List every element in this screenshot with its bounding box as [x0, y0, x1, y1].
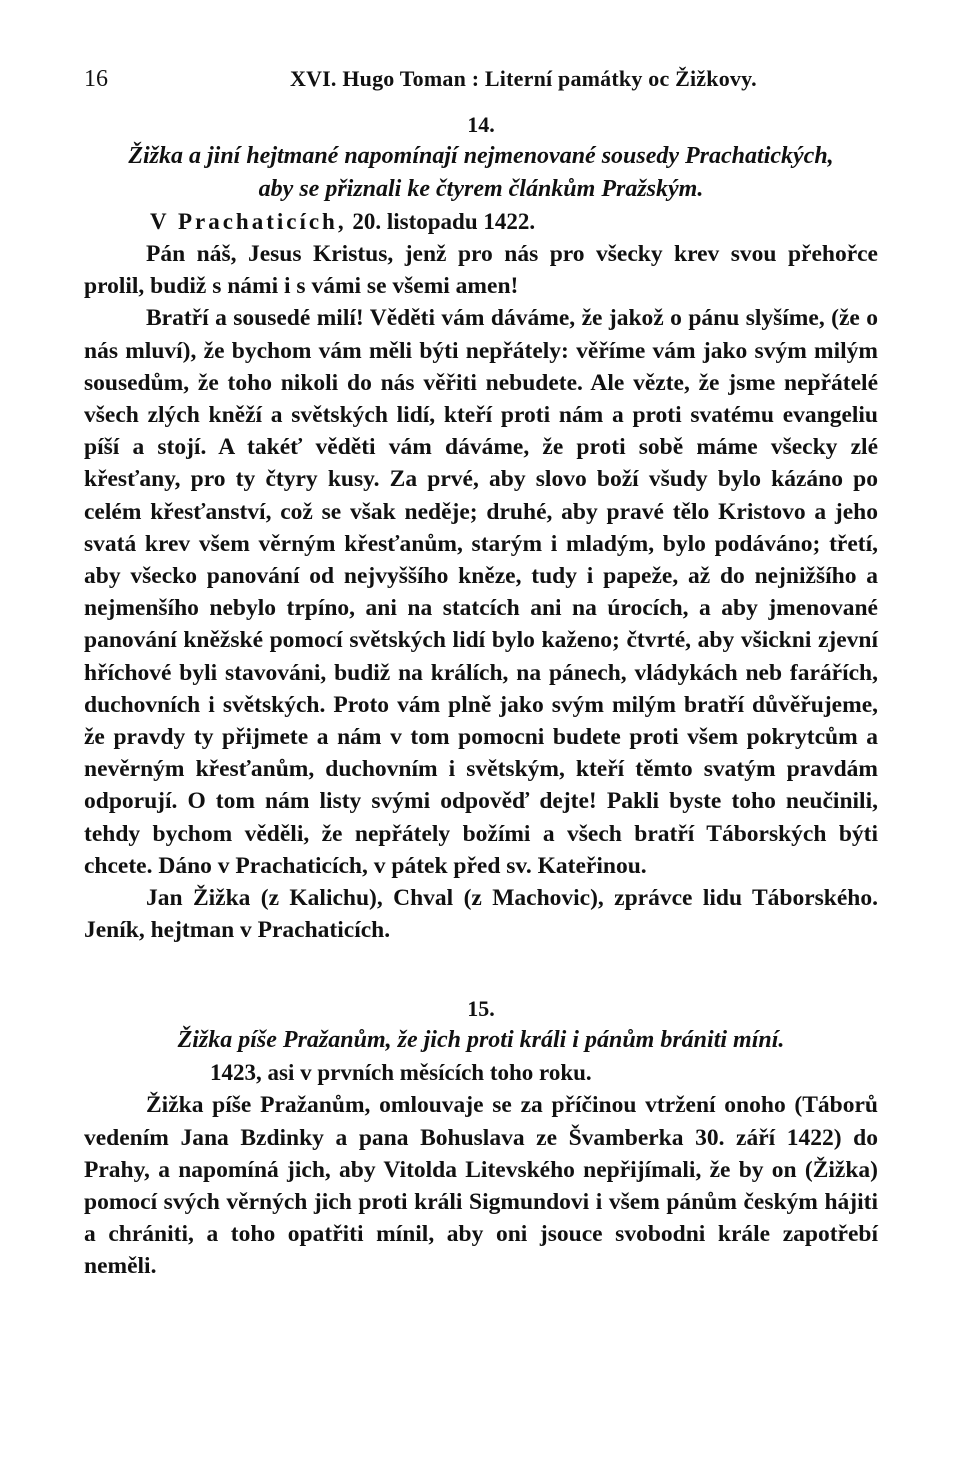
document-section-15 [84, 994, 878, 1282]
paragraph-signatories: Jan Žižka (z Kalichu), Chval (z Machovic), zprávce lidu Táborského. Jeník, hejtman v Prachaticích. [84, 885, 878, 944]
page-number: 16 [84, 66, 108, 92]
paragraph-salutation: Pán náš, Jesus Kristus, jenž pro nás pro všecky krev svou přehořce prolil, budiž s námi i s vámi se všemi amen! [84, 241, 878, 300]
section-number: 15. [467, 996, 495, 1022]
date: 20. listopadu 1422. [352, 209, 536, 234]
section-divider-space [84, 946, 878, 994]
section-title-line-1: Žižka píše Pražanům, že jich proti králi i pánům brániti míní. [177, 1027, 785, 1054]
paragraph-summary: Žižka píše Pražanům, omlouvaje se za příčinou vtržení onoho (Táborů vedením Jana Bzdinky a pana Bohuslava ze Švamberka 30. září 1422) do Prahy, a napomíná jich, aby Vitolda Litevského nepřijímali, že by on (Žižka) pomocí svých věrných jich proti králi Sigmundovi i všem pánům českým hájiti a chrániti, a toho opatřiti mínil, aby oni jsouce svobodni krále zapotřebí neměli. [84, 1092, 878, 1280]
dateline [84, 206, 878, 238]
date: 1423, asi v prvních měsících toho roku. [210, 1060, 592, 1086]
running-head [84, 66, 878, 110]
place-name: V Prachaticích, [150, 209, 347, 234]
running-title: XVI. Hugo Toman : Literní památky oc Žižkovy. [290, 66, 757, 91]
section-title-line-1: Žižka a jiní hejtmané napomínají nejmenované sousedy Prachatických, [128, 143, 834, 169]
book-page [84, 66, 878, 1283]
section-number: 14. [467, 112, 495, 137]
dateline [84, 1057, 878, 1089]
section-title-line-2: aby se přiznali ke čtyrem článkům Pražským. [258, 176, 704, 202]
paragraph-letter-body: Bratří a sousedé milí! Věděti vám dáváme, že jakož o pánu slyšíme, (že o nás mluví), že bychom vám měli býti nepřátely: věříme vám jako svým milým sousedům, že toho nikoli do nás věřiti nebudete. Ale vězte, že jsme nepřátelé všech zlých kněží a světských lidí, kteří proti nám a proti svatému evangeliu píší a stojí. A takéť věděti vám dáváme, že proti sobě máme všecky zlé křesťany, pro ty čtyry kusy. Za prvé, aby slovo boží všudy bylo kázáno po celém křesťanství, což se však neděje; druhé, aby pravé tělo Kristovo a jeho svatá krev všem věrným křesťanům, starým i mladým, bylo podáváno; třetí, aby všecko panování od nejvyššího kněze, tudy i papeže, až do nejnižšího a nejmenšího nebylo trpíno, ani na statcích ani na úrocích, a aby jmenované panování kněžské pomocí světských lidí bylo kaženo; čtvrté, aby všickni zjevní hříchové byli stavováni, budiž na králích, na pánech, vládykách neb farářích, duchovních i světských. Proto vám plně jako svým milým bratří důvěřujeme, že pravdy ty přijmete a nám v tom pomocni budete proti všem pokrytcům a nevěrným křesťanům, duchovním i světským, kteří těmto svatým pravdám odporují. O tom nám listy svými odpověď dejte! Pakli byste toho neučinili, tehdy bychom věděli, že nepřátely božími a všech bratří Táborských býti chcete. Dáno v Prachaticích, v pátek před sv. Kateřinou. [84, 305, 878, 879]
document-section-14 [84, 110, 878, 946]
